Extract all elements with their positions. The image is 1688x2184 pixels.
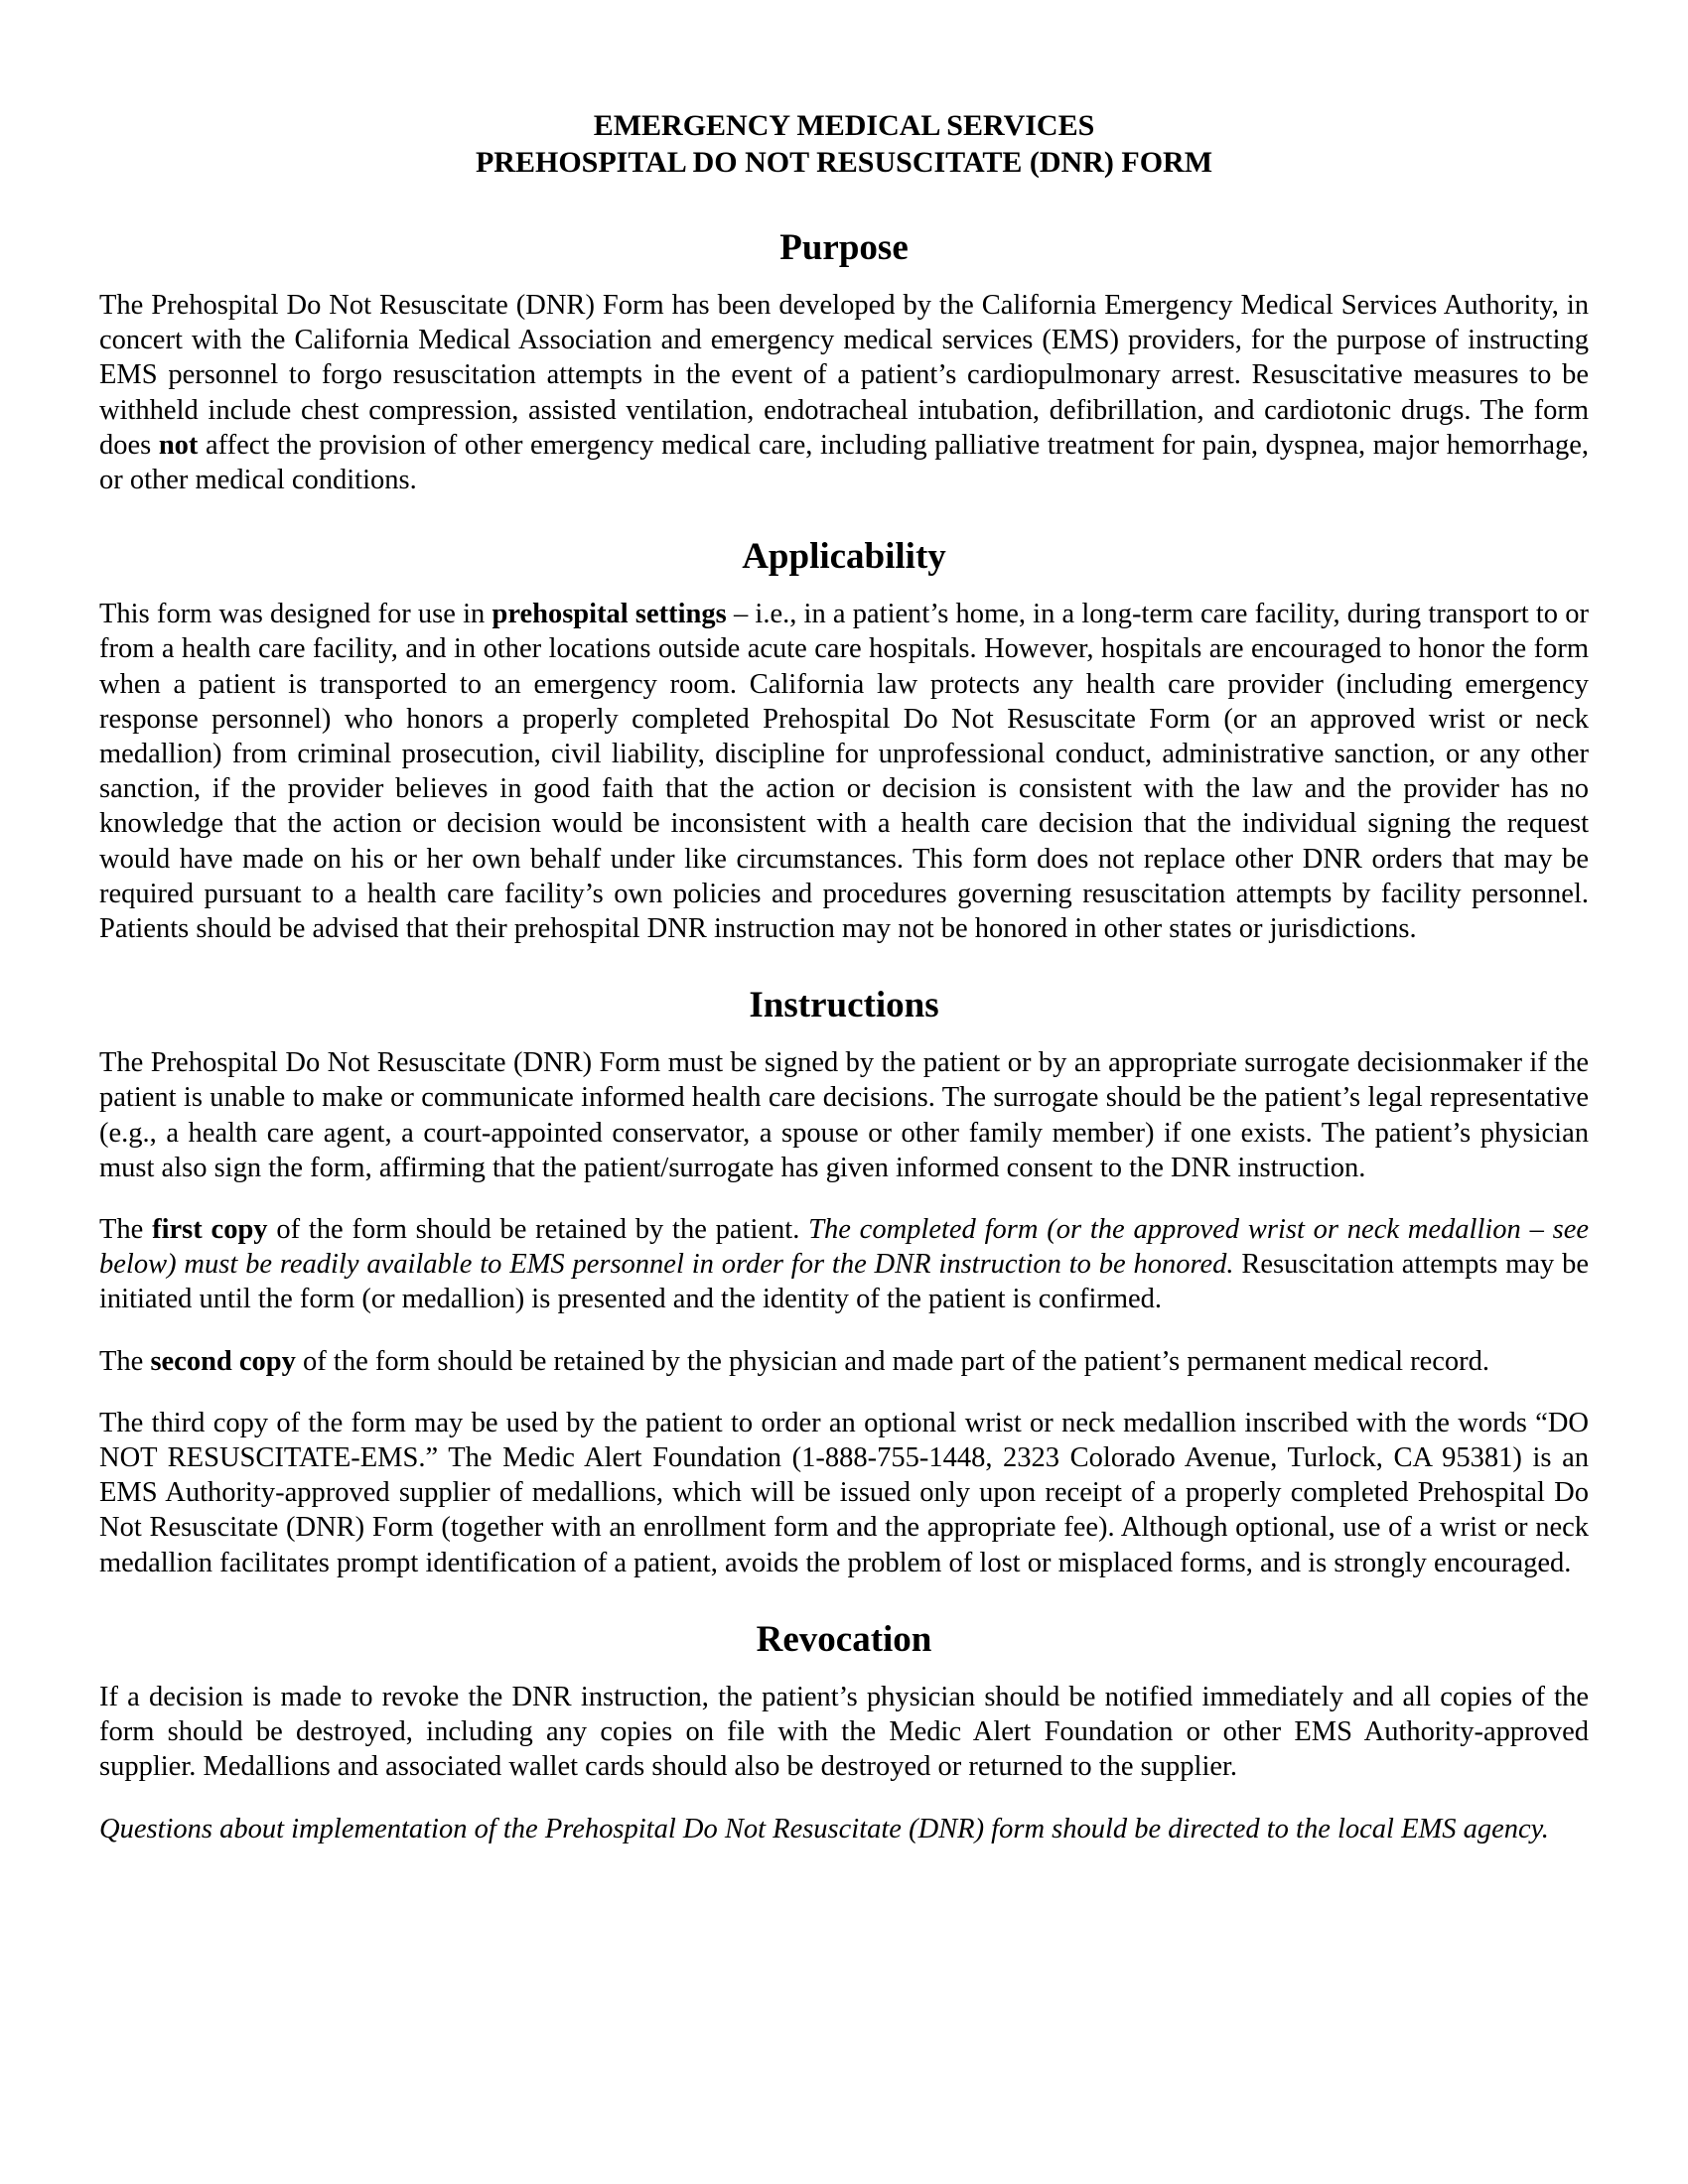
purpose-text-a: The Prehospital Do Not Resuscitate (DNR) Form has been developed by the California Emergency Medical Services Authority, in concert with the California Medical Association and emergency medical services (EMS) providers, for the purpose of instructing EMS personnel to forgo resuscitation attempts in the event of a patient’s cardiopulmonary arrest. Resuscitative measures to be withheld include chest compression, assisted ventilation, endotracheal intubation, defibrillation, and cardiotonic drugs. The form does: [99, 290, 1589, 461]
instructions-p2-text-b: of the form should be retained by the patient.: [267, 1214, 809, 1246]
instructions-paragraph-4: The third copy of the form may be used by the patient to order an optional wrist or neck medallion inscribed with the words “DO NOT RESUSCITATE-EMS.” The Medic Alert Foundation (1-888-755-1448, 2323 Colorado Avenue, Turlock, CA 95381) is an EMS Authority-approved supplier of medallions, which will be issued only upon receipt of a properly completed Prehospital Do Not Resuscitate (DNR) Form (together with an enrollment form and the appropriate fee). Although optional, use of a wrist or neck medallion facilitates prompt identification of a patient, avoids the problem of lost or misplaced forms, and is strongly encouraged.: [99, 1407, 1589, 1578]
document-title-line1: EMERGENCY MEDICAL SERVICES: [593, 109, 1095, 142]
instructions-emphasis-second-copy: second copy: [150, 1345, 296, 1377]
instructions-p2-text-c: Resuscitation attempts may be initiated until the form (or medallion) is presented and the identity of the patient is confirmed.: [99, 1249, 1589, 1315]
purpose-emphasis-not: not: [158, 429, 199, 461]
purpose-text-b: affect the provision of other emergency medical care, including palliative treatment for pain, dyspnea, major hemorrhage, or other medical conditions.: [99, 429, 1589, 496]
instructions-emphasis-first-copy: first copy: [152, 1214, 268, 1246]
instructions-paragraph-1: The Prehospital Do Not Resuscitate (DNR) Form must be signed by the patient or by an appropriate surrogate decisionmaker if the patient is unable to make or communicate informed health care decisions. The surrogate should be the patient’s legal representative (e.g., a health care agent, a court-appointed conservator, a spouse or other family member) if one exists. The patient’s physician must also sign the form, affirming that the patient/surrogate has given informed consent to the DNR instruction.: [99, 1047, 1589, 1183]
instructions-heading: Instructions: [749, 985, 939, 1026]
applicability-heading: Applicability: [742, 536, 946, 578]
instructions-paragraph-2: [99, 1212, 1589, 1317]
revocation-heading: Revocation: [756, 1618, 932, 1660]
revocation-paragraph: If a decision is made to revoke the DNR instruction, the patient’s physician should be notified immediately and all copies of the form should be destroyed, including any copies on file with the Medic Alert Foundation or other EMS Authority-approved supplier. Medallions and associated wallet cards should also be destroyed or returned to the supplier.: [99, 1681, 1589, 1783]
instructions-p2-text-a: The: [99, 1214, 153, 1246]
document-page: [99, 107, 1589, 1846]
applicability-emphasis-prehospital-settings: prehospital settings: [492, 599, 727, 630]
instructions-p2-italic: The completed form (or the approved wrist or neck medallion – see below) must be readily available to EMS personnel in order for the DNR instruction to be honored.: [99, 1214, 1590, 1281]
purpose-paragraph: [99, 288, 1589, 497]
instructions-paragraph-3: [99, 1344, 1589, 1379]
applicability-text-b: – i.e., in a patient’s home, in a long-term care facility, during transport to or from a health care facility, and in other locations outside acute care hospitals. However, hospitals are encouraged to honor the form when a patient is transported to an emergency room. California law protects any health care provider (including emergency response personnel) who honors a properly completed Prehospital Do Not Resuscitate Form (or an approved wrist or neck medallion) from criminal prosecution, civil liability, discipline for unprofessional conduct, administrative sanction, or any other sanction, if the provider believes in good faith that the action or decision is consistent with the law and the provider has no knowledge that the action or decision would be inconsistent with a health care decision that the individual signing the request would have made on his or her own behalf under like circumstances. This form does not replace other DNR orders that may be required pursuant to a health care facility’s own policies and procedures governing resuscitation attempts by facility personnel. Patients should be advised that their prehospital DNR instruction may not be honored in other states or jurisdictions.: [99, 599, 1589, 945]
document-title: [99, 107, 1589, 181]
closing-note: Questions about implementation of the Prehospital Do Not Resuscitate (DNR) form should be directed to the local EMS agency.: [99, 1813, 1549, 1844]
document-title-line2: PREHOSPITAL DO NOT RESUSCITATE (DNR) FORM: [475, 146, 1213, 179]
instructions-p3-text-b: of the form should be retained by the physician and made part of the patient’s permanent medical record.: [295, 1345, 1490, 1377]
purpose-heading: Purpose: [779, 227, 909, 268]
applicability-paragraph: [99, 597, 1589, 946]
applicability-text-a: This form was designed for use in: [99, 599, 492, 630]
instructions-p3-text-a: The: [99, 1345, 151, 1377]
